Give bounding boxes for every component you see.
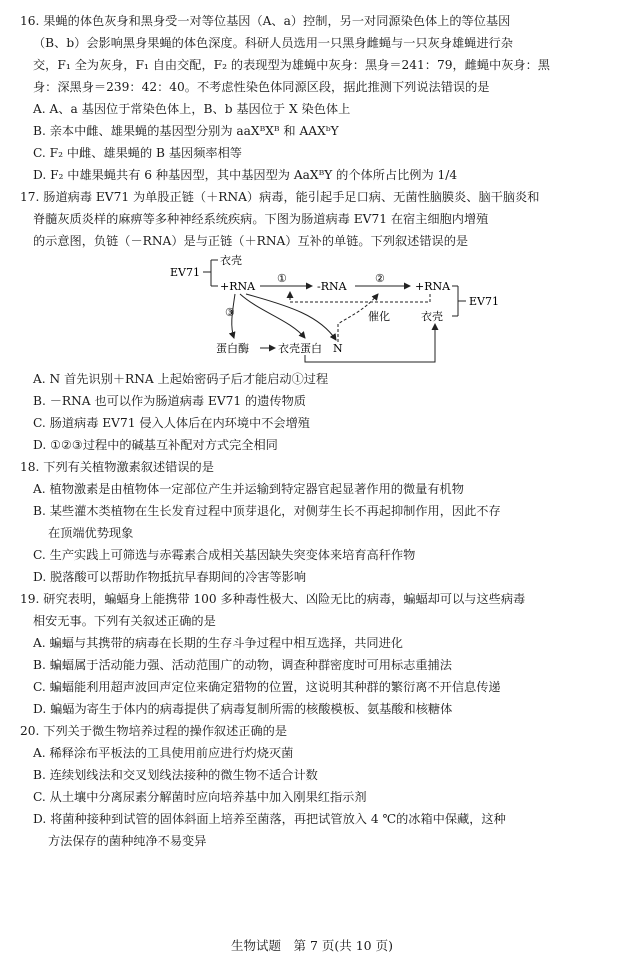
ev71-left-label: EV71 [170,266,200,279]
q20-option-c: C. 从土壤中分离尿素分解菌时应向培养基中加入刚果红指示剂 [33,790,367,804]
q17-option-b: B. －RNA 也可以作为肠道病毒 EV71 的遗传物质 [33,394,306,408]
q17-option-d: D. ①②③过程中的碱基互补配对方式完全相同 [33,438,278,452]
q16-option-d: D. F₂ 中雄果蝇共有 6 种基因型，其中基因型为 AaXᴮY 的个体所占比例为 1/4 [33,168,458,182]
q17-option-a: A. N 首先识别＋RNA 上起始密码子后才能启动①过程 [33,372,329,386]
minus-rna-label: -RNA [317,280,347,293]
question-17 [20,186,608,456]
n-label: N [333,342,343,355]
capsid-assembly-arrow [305,324,435,362]
q16-stem-line-4: 身：深黑身＝239：42：40。不考虑性染色体同源区段，据此推测下列说法错误的是 [33,80,490,94]
ev71-replication-diagram [20,254,608,366]
q20-stem: 20. 下列关于微生物培养过程的操作叙述正确的是 [20,724,288,738]
q17-stem-line-1: 17. 肠道病毒 EV71 为单股正链（＋RNA）病毒，能引起手足口病、无菌性脑膜炎、脑干脑炎和 [20,190,540,204]
step2-label: ② [375,272,385,285]
q19-stem-line-1: 19. 研究表明，蝙蝠身上能携带 100 多种毒性极大、凶险无比的病毒，蝙蝠却可以与这些病毒 [20,592,526,606]
step3-arrow-n [246,294,336,340]
q17-stem-line-3: 的示意图，负链（－RNA）是与正链（＋RNA）互补的单链。下列叙述错误的是 [33,234,469,248]
q20-option-d-line-2: 方法保存的菌种纯净不易变异 [48,834,207,848]
q16-stem-line-2: （B、b）会影响黑身果蝇的体色深度。科研人员选用一只黑身雌蝇与一只灰身雄蝇进行杂 [33,36,513,50]
protease-label: 蛋白酶 [216,342,249,355]
q17-option-c: C. 肠道病毒 EV71 侵入人体后在内环境中不会增殖 [33,416,310,430]
capsid-right-label: 衣壳 [421,310,443,323]
question-18 [20,456,608,588]
q16-option-b: B. 亲本中雌、雄果蝇的基因型分别为 aaXᴮXᴮ 和 AAXᵇY [33,124,339,138]
step1-label: ① [277,272,287,285]
capsid-top-label: 衣壳 [220,254,242,267]
question-16 [20,10,608,186]
question-20 [20,720,608,852]
q18-stem: 18. 下列有关植物激素叙述错误的是 [20,460,214,474]
q16-option-c: C. F₂ 中雌、雄果蝇的 B 基因频率相等 [33,146,242,160]
question-19 [20,588,608,720]
q18-option-a: A. 植物激素是由植物体一定部位产生并运输到特定器官起显著作用的微量有机物 [33,482,464,496]
q18-option-b-line-2: 在顶端优势现象 [48,526,134,540]
exam-page [20,10,608,852]
q17-stem-line-2: 脊髓灰质炎样的麻痹等多种神经系统疾病。下图为肠道病毒 EV71 在宿主细胞内增殖 [33,212,489,226]
q16-option-a: A. A、a 基因位于常染色体上，B、b 基因位于 X 染色体上 [33,102,351,116]
step3-arrow-capsid-protein [240,294,305,338]
capsid-protein-label: 衣壳蛋白 [278,342,322,355]
q20-option-d-line-1: D. 将菌种接种到试管的固体斜面上培养至菌落，再把试管放入 4 ℃的冰箱中保藏，这种 [33,812,506,826]
ev71-diagram-svg [20,254,608,366]
q19-option-c: C. 蝙蝠能利用超声波回声定位来确定猎物的位置，这说明其种群的繁衍离不开信息传递 [33,680,501,694]
template-dashed-loop [290,292,430,302]
q18-option-d: D. 脱落酸可以帮助作物抵抗早春期间的冷害等影响 [33,570,307,584]
plus-rna-left-label: +RNA [220,280,256,293]
q19-option-b: B. 蝙蝠属于活动能力强、活动范围广的动物，调查种群密度时可用标志重捕法 [33,658,452,672]
q20-option-b: B. 连续划线法和交叉划线法接种的微生物不适合计数 [33,768,318,782]
q16-stem-line-1: 16. 果蝇的体色灰身和黑身受一对等位基因（A、a）控制，另一对同源染色体上的等位基因 [20,14,511,28]
q19-option-d: D. 蝙蝠为寄生于体内的病毒提供了病毒复制所需的核酸模板、氨基酸和核糖体 [33,702,453,716]
step3-label: ③ [225,306,235,319]
q18-option-c: C. 生产实践上可筛选与赤霉素合成相关基因缺失突变体来培育高秆作物 [33,548,416,562]
catalysis-label: 催化 [368,310,390,323]
q18-option-b-line-1: B. 某些灌木类植物在生长发育过程中顶芽退化，对侧芽生长不再起抑制作用，因此不存 [33,504,501,518]
plus-rna-right-label: +RNA [415,280,451,293]
q20-option-a: A. 稀释涂布平板法的工具使用前应进行灼烧灭菌 [33,746,294,760]
q19-option-a: A. 蝙蝠与其携带的病毒在长期的生存斗争过程中相互选择，共同进化 [33,636,403,650]
page-footer: 生物试题 第 7 页(共 10 页) [230,938,393,953]
q16-stem-line-3: 交，F₁ 全为灰身，F₁ 自由交配，F₂ 的表现型为雄蝇中灰身：黑身＝241：79，雌蝇中灰身：黑 [33,58,550,72]
q19-stem-line-2: 相安无事。下列有关叙述正确的是 [33,614,216,628]
ev71-right-label: EV71 [469,295,499,308]
